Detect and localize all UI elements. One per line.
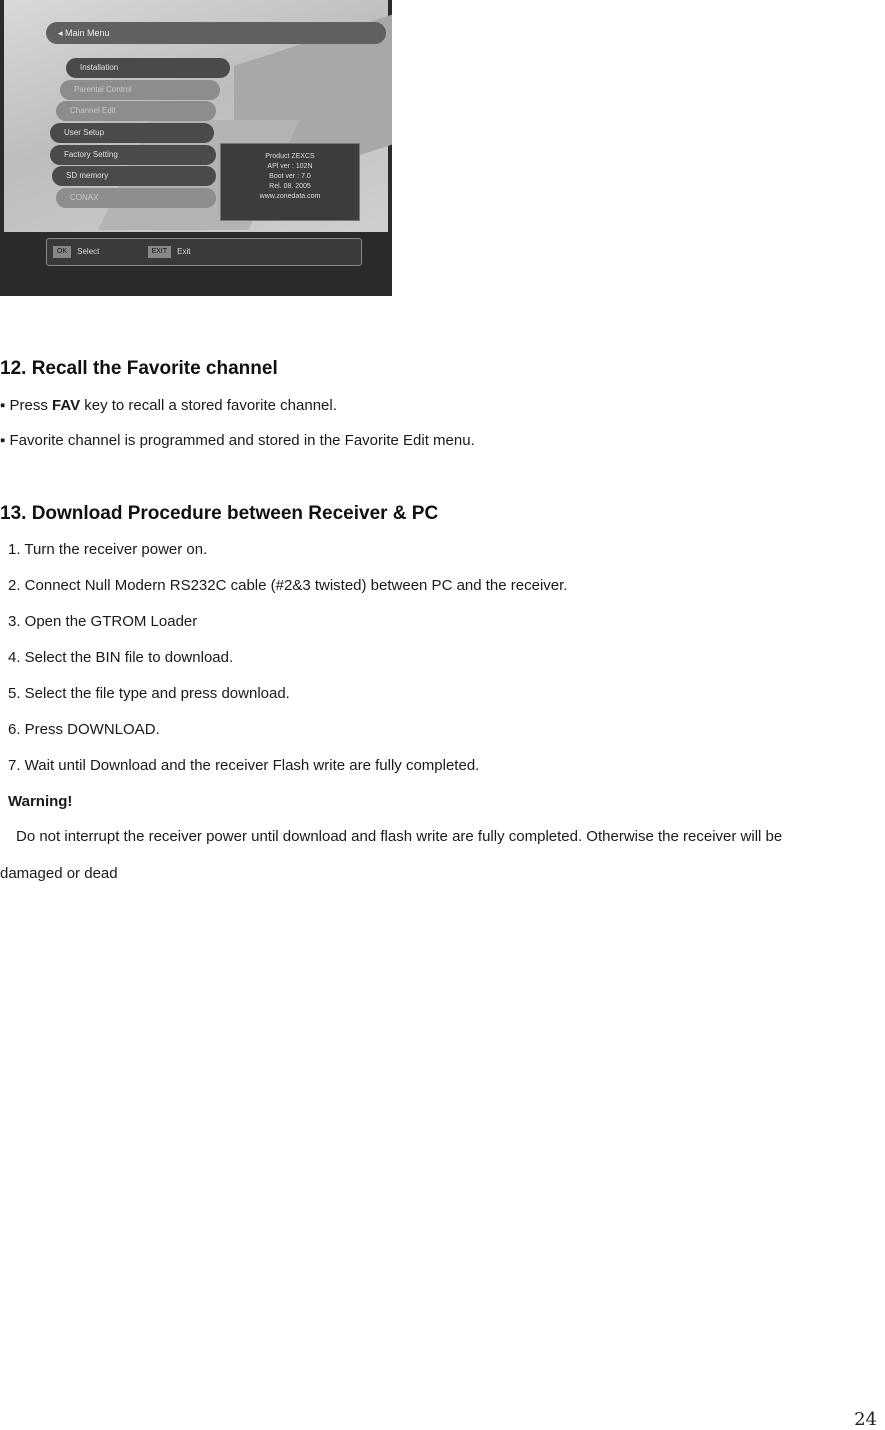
receiver-menu-screenshot <box>0 0 392 296</box>
step-4: 4. Select the BIN file to download. <box>8 649 234 666</box>
exit-key: EXIT <box>148 246 172 258</box>
menu-item: Installation <box>66 58 230 78</box>
menu-title: ◂ Main Menu <box>46 22 386 44</box>
warning-text-line-2: damaged or dead <box>0 865 118 882</box>
step-6: 6. Press DOWNLOAD. <box>8 721 160 738</box>
section-12-heading: 12. Recall the Favorite channel <box>0 358 278 379</box>
section-12-line-1: ▪ Press FAV key to recall a stored favorite channel. <box>0 397 337 414</box>
step-5: 5. Select the file type and press download. <box>8 685 290 702</box>
section-13-heading: 13. Download Procedure between Receiver & PC <box>0 503 439 524</box>
product-info-box: Product ZEXCS APl ver : 102N Boot ver : 7.0 Rel. 08. 2005 www.zonedata.com <box>220 143 360 221</box>
step-1: 1. Turn the receiver power on. <box>8 541 208 558</box>
section-12-line-2: ▪ Favorite channel is programmed and stored in the Favorite Edit menu. <box>0 432 475 449</box>
warning-text-line-1: Do not interrupt the receiver power until download and flash write are fully completed. Otherwise the receiver will be <box>16 828 783 845</box>
menu-item: Factory Setting <box>50 145 216 165</box>
bullet: ▪ <box>0 397 6 414</box>
menu-item: Parental Control <box>60 80 220 100</box>
step-2: 2. Connect Null Modern RS232C cable (#2&3 twisted) between PC and the receiver. <box>8 577 568 594</box>
bullet: ▪ <box>0 432 6 449</box>
osd-help-bar: OK Select EXIT Exit <box>46 238 362 266</box>
fav-key-label: FAV <box>52 397 81 414</box>
step-3: 3. Open the GTROM Loader <box>8 613 198 630</box>
page-number: 24 <box>854 1409 877 1430</box>
ok-key: OK <box>53 246 71 258</box>
back-arrow-icon: ◂ <box>58 28 66 38</box>
menu-item: CONAX <box>56 188 216 208</box>
menu-item: SD memory <box>52 166 216 186</box>
warning-title: Warning! <box>8 793 73 810</box>
menu-item: Channel Edit <box>56 101 216 121</box>
menu-item: User Setup <box>50 123 214 143</box>
step-7: 7. Wait until Download and the receiver Flash write are fully completed. <box>8 757 480 774</box>
